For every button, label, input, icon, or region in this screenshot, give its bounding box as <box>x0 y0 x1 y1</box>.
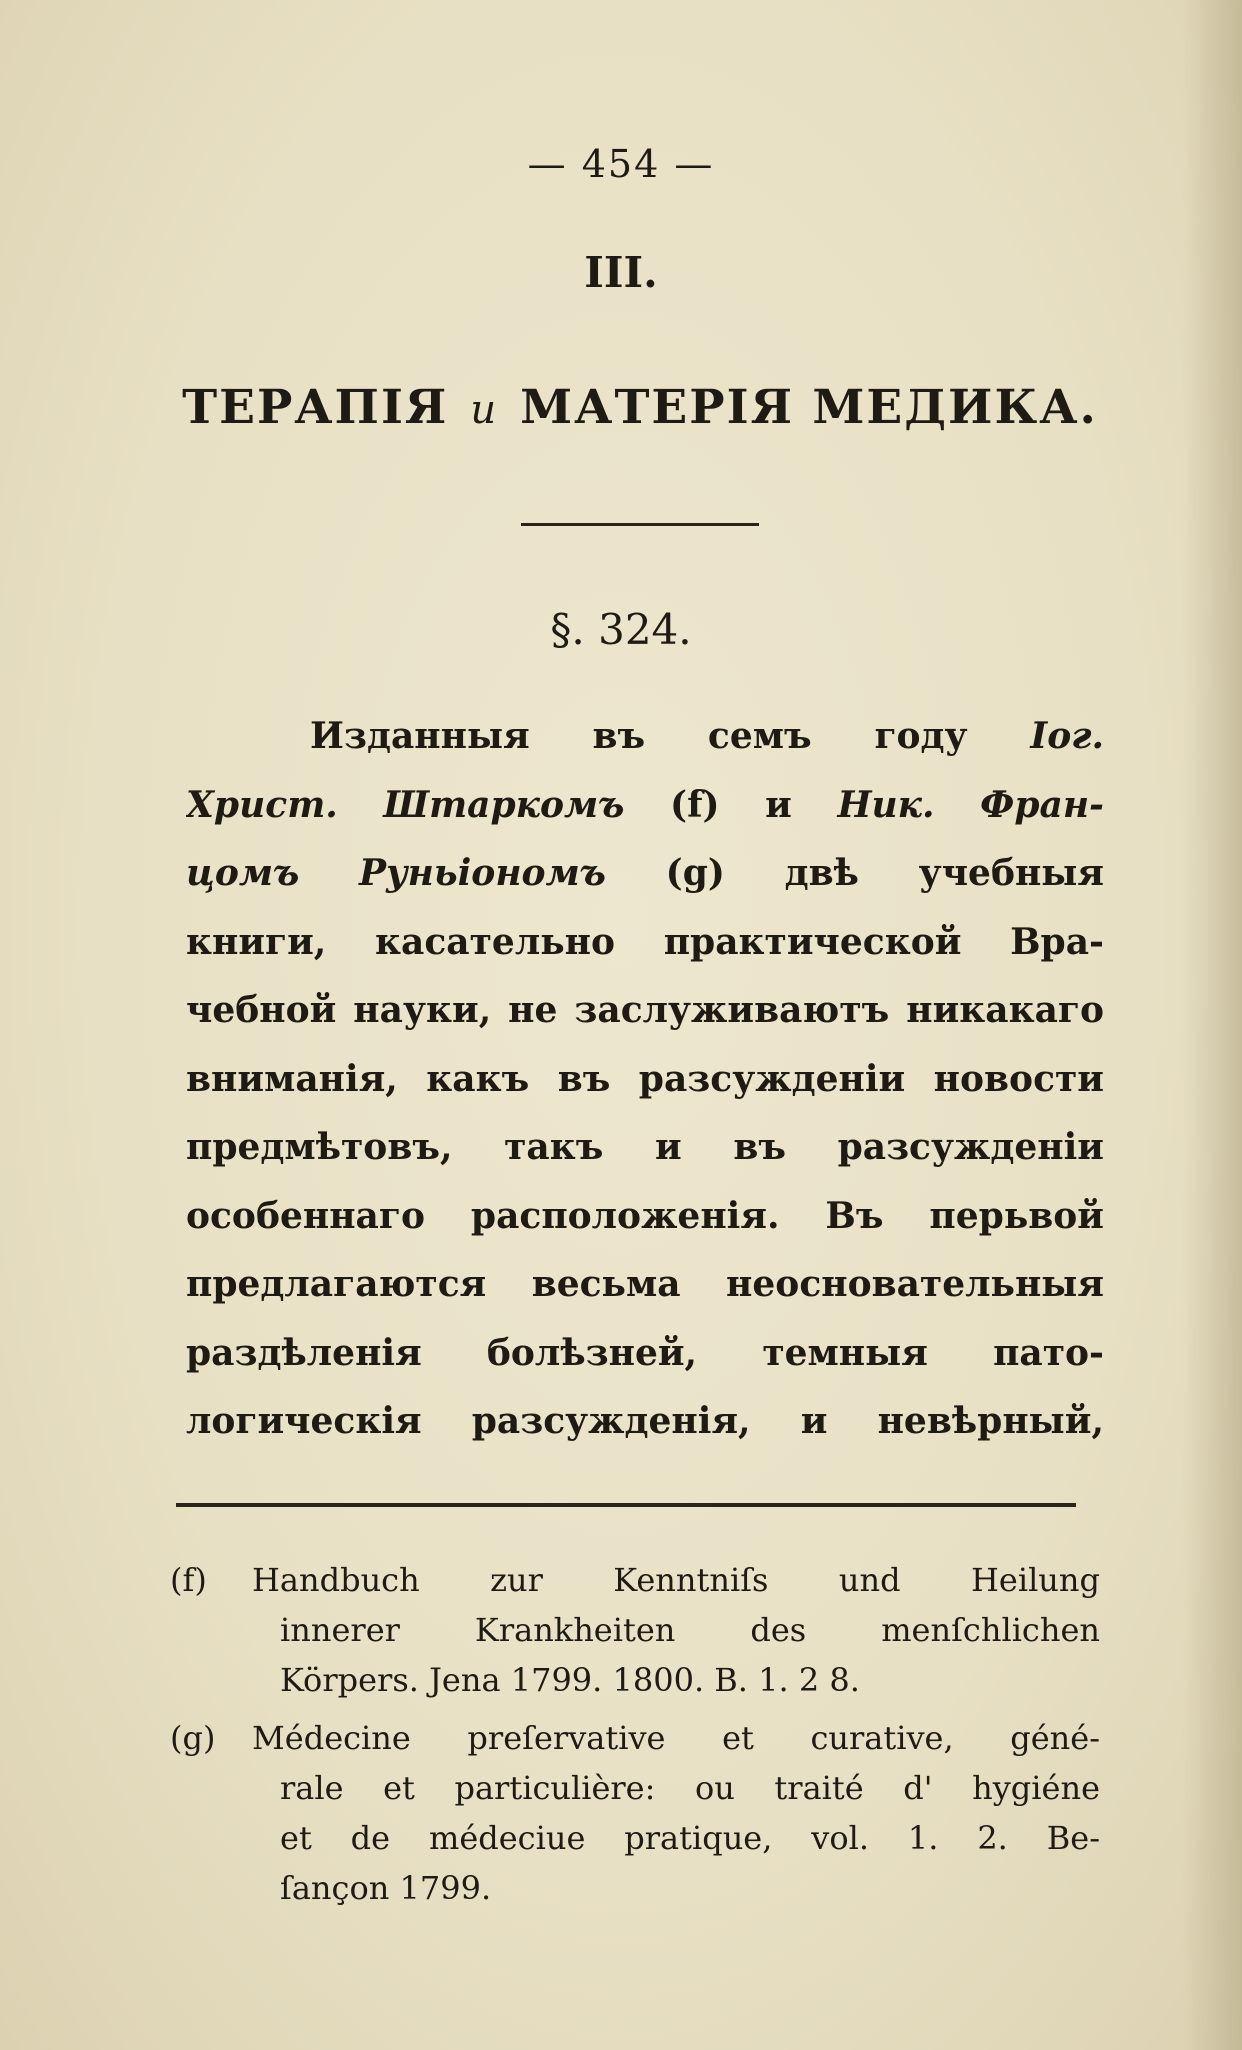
body-text-run: (f) и <box>624 783 838 826</box>
footnote-text: innerer Krankheiten des menſchlichen <box>280 1611 1100 1649</box>
body-text-run: Изданныя въ семъ году <box>310 715 1031 757</box>
body-text-run: предлагаются весьма неосновательныя <box>186 1263 1104 1305</box>
body-line <box>186 839 1104 908</box>
footnote-text: ſançon 1799. <box>280 1869 492 1907</box>
footnote-text: et de médeciue pratique, vol. 1. 2. Be- <box>280 1819 1100 1857</box>
footnote-text: Körpers. Jena 1799. 1800. B. 1. 2 8. <box>280 1661 860 1699</box>
footnote-line <box>170 1863 1100 1913</box>
author-name-run: Ник. Фран- <box>837 783 1104 826</box>
body-text-run: (g) двѣ учебныя <box>605 852 1104 894</box>
footnote-divider <box>176 1503 1076 1507</box>
footnote-line <box>170 1555 1100 1605</box>
body-line <box>186 976 1104 1045</box>
body-text-run: предмѣтовъ, такъ и въ разсужденіи <box>186 1126 1104 1168</box>
author-name-run: цомъ Руньіономъ <box>186 852 606 894</box>
footnote-line <box>170 1713 1100 1763</box>
author-name-run: Іог. <box>1030 715 1104 757</box>
body-line <box>186 1387 1104 1456</box>
section-title-part1: ТЕРАПІЯ <box>182 380 449 435</box>
body-text-run: раздѣленія болѣзней, темныя пато- <box>186 1331 1104 1374</box>
body-line <box>186 908 1104 977</box>
page-number: — 454 — <box>527 142 715 186</box>
body-text-run: логическія разсужденія, и невѣрный, <box>186 1400 1104 1442</box>
footnote-text: rale et particulière: ou traité d' hygiéne <box>280 1769 1100 1807</box>
body-paragraph <box>186 702 1104 1456</box>
section-title <box>170 380 1110 435</box>
body-line <box>186 702 1104 771</box>
body-text-run: чебной науки, не заслуживаютъ никакаго <box>186 989 1104 1031</box>
body-text-run: книги, касательно практической Вра- <box>186 920 1104 963</box>
footnote-line <box>170 1605 1100 1655</box>
section-title-part2: МАТЕРІЯ МЕДИКА. <box>520 380 1098 435</box>
body-line <box>186 1182 1104 1251</box>
section-title-conjunction: и <box>470 387 499 433</box>
footnote-mark: (g) <box>170 1719 216 1757</box>
title-divider <box>521 523 759 526</box>
footnotes <box>170 1555 1100 1921</box>
footnote-line <box>170 1763 1100 1813</box>
footnote-f <box>170 1555 1100 1705</box>
body-line <box>186 1319 1104 1388</box>
footnote-line <box>170 1813 1100 1863</box>
footnote-g <box>170 1713 1100 1913</box>
footnote-line <box>170 1655 1100 1705</box>
footnote-mark: (f) <box>170 1561 207 1599</box>
body-text-run: вниманія, какъ въ разсужденіи новости <box>186 1057 1104 1100</box>
page-gutter-shadow <box>1182 0 1242 2050</box>
footnote-text: Handbuch zur Kenntniſs und Heilung <box>252 1561 1100 1599</box>
body-line <box>186 1045 1104 1114</box>
author-name-run: Христ. Штаркомъ <box>186 783 625 826</box>
body-line <box>186 1250 1104 1319</box>
paragraph-mark: §. 324. <box>550 605 692 654</box>
footnote-text: Médecine preſervative et curative, géné- <box>252 1719 1100 1757</box>
body-line <box>186 771 1104 840</box>
body-line <box>186 1113 1104 1182</box>
body-text-run: особеннаго расположенія. Въ перьвой <box>186 1194 1104 1237</box>
section-numeral: III. <box>584 248 658 297</box>
